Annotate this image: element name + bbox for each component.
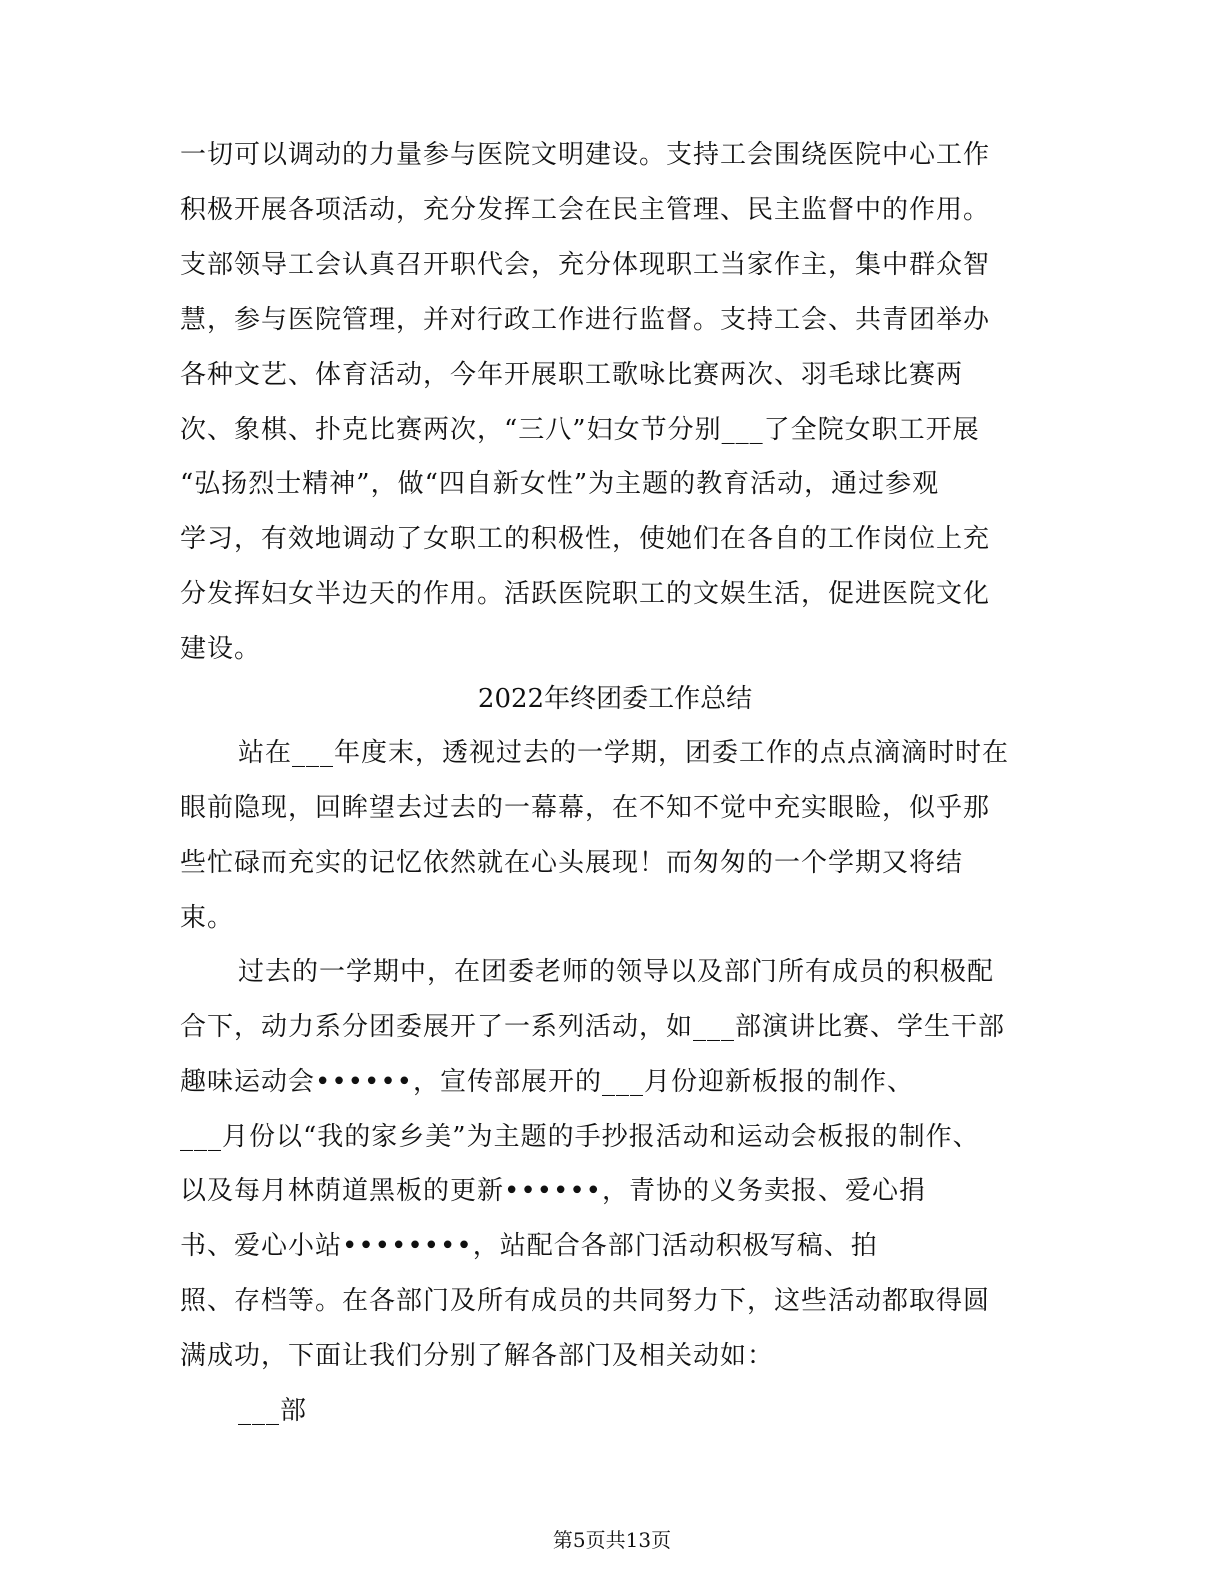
text-line: 些忙碌而充实的记忆依然就在心头展现！而匆匆的一个学期又将结 <box>180 848 964 878</box>
text-line: 积极开展各项活动，充分发挥工会在民主管理、民主监督中的作用。 <box>180 195 991 225</box>
section-title: 2022年终团委工作总结 <box>477 684 753 714</box>
text-line: 照、存档等。在各部门及所有成员的共同努力下，这些活动都取得圆 <box>180 1286 991 1316</box>
text-line: 各种文艺、体育活动，今年开展职工歌咏比赛两次、羽毛球比赛两 <box>180 360 964 390</box>
text-line: ___月份以“我的家乡美”为主题的手抄报活动和运动会板报的制作、 <box>180 1122 980 1152</box>
text-line: 眼前隐现，回眸望去过去的一幕幕，在不知不觉中充实眼睑，似乎那 <box>180 793 991 823</box>
text-line: 建设。 <box>180 634 262 664</box>
text-line: 学习，有效地调动了女职工的积极性，使她们在各自的工作岗位上充 <box>180 524 991 554</box>
text-line: 趣味运动会••••••，宣传部展开的___月份迎新板报的制作、 <box>180 1067 915 1097</box>
text-line: 满成功，下面让我们分别了解各部门及相关动如： <box>180 1341 775 1371</box>
text-line: 分发挥妇女半边天的作用。活跃医院职工的文娱生活，促进医院文化 <box>180 579 991 609</box>
text-line: 次、象棋、扑克比赛两次，“三八”妇女节分别___了全院女职工开展 <box>180 415 980 445</box>
text-line: 书、爱心小站••••••••，站配合各部门活动积极写稿、拍 <box>180 1231 878 1261</box>
page-number: 第5页共13页 <box>552 1528 672 1552</box>
text-line: 慧，参与医院管理，并对行政工作进行监督。支持工会、共青团举办 <box>180 305 991 335</box>
text-line: 过去的一学期中，在团委老师的领导以及部门所有成员的积极配 <box>238 957 995 987</box>
text-line: 以及每月林荫道黑板的更新••••••，青协的义务卖报、爱心捐 <box>180 1176 927 1206</box>
text-line: 一切可以调动的力量参与医院文明建设。支持工会围绕医院中心工作 <box>180 140 991 170</box>
text-line: 束。 <box>180 903 235 933</box>
text-line: “弘扬烈士精神”，做“四自新女性”为主题的教育活动，通过参观 <box>180 469 940 499</box>
text-line: 合下，动力系分团委展开了一系列活动，如___部演讲比赛、学生干部 <box>180 1012 1006 1042</box>
text-line: ___部 <box>238 1396 308 1426</box>
text-line: 站在___年度末，透视过去的一学期，团委工作的点点滴滴时时在 <box>238 738 1010 768</box>
text-line: 支部领导工会认真召开职代会，充分体现职工当家作主，集中群众智 <box>180 250 991 280</box>
